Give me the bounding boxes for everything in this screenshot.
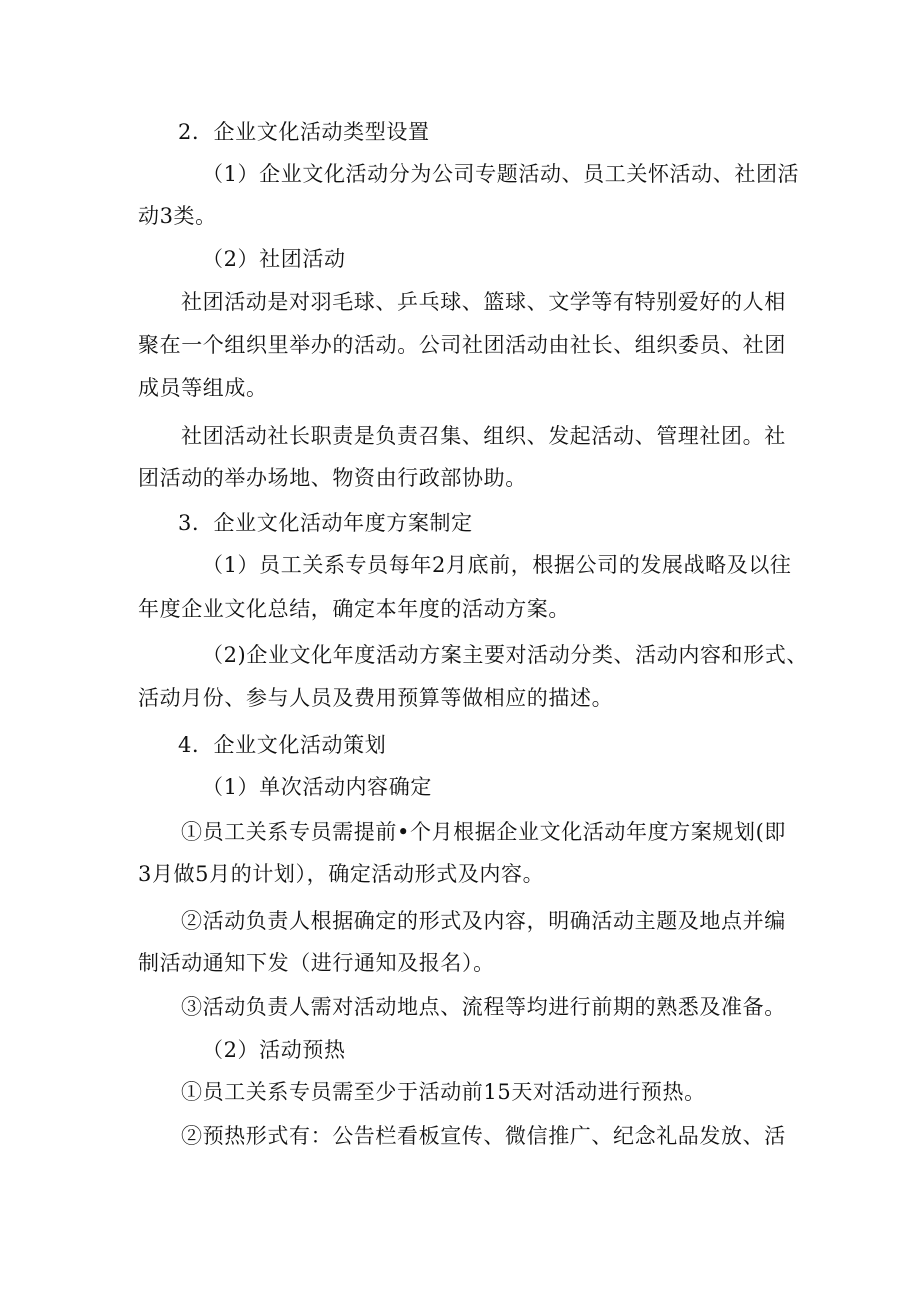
subheading: （2）社团活动 <box>202 247 346 271</box>
paragraph-line: 制活动通知下发（进行通知及报名）。 <box>138 951 495 975</box>
paragraph-line: 社团活动社长职责是负责召集、组织、发起活动、管理社团。社 <box>181 424 786 448</box>
paragraph-line: ①员工关系专员需提前•个月根据企业文化活动年度方案规划(即 <box>181 820 786 844</box>
heading-4: 4．企业文化活动策划 <box>178 733 387 757</box>
paragraph-line: 动3类。 <box>138 204 217 228</box>
paragraph-line: ①员工关系专员需至少于活动前15天对活动进行预热。 <box>181 1080 706 1104</box>
paragraph-line: 聚在一个组织里举办的活动。公司社团活动由社长、组织委员、社团 <box>138 333 786 357</box>
paragraph-line: 团活动的举办场地、物资由行政部协助。 <box>138 466 527 490</box>
heading-2: 2．企业文化活动类型设置 <box>178 120 430 144</box>
paragraph-line: 3月做5月的计划），确定活动形式及内容。 <box>138 862 545 886</box>
paragraph-line: 社团活动是对羽毛球、乒乓球、篮球、文学等有特别爱好的人相 <box>181 290 786 314</box>
paragraph-line: 年度企业文化总结，确定本年度的活动方案。 <box>138 597 570 621</box>
paragraph-line: 活动月份、参与人员及费用预算等做相应的描述。 <box>138 686 614 710</box>
heading-3: 3．企业文化活动年度方案制定 <box>178 511 473 535</box>
paragraph-line: 成员等组成。 <box>138 376 268 400</box>
paragraph-line: ③活动负责人需对活动地点、流程等均进行前期的熟悉及准备。 <box>181 995 786 1019</box>
paragraph-line: （1）员工关系专员每年2月底前，根据公司的发展战略及以往 <box>202 553 792 577</box>
paragraph-line: ②活动负责人根据确定的形式及内容，明确活动主题及地点并编 <box>181 909 786 933</box>
subheading: （1）单次活动内容确定 <box>202 775 432 799</box>
paragraph-line: ②预热形式有：公告栏看板宣传、微信推广、纪念礼品发放、活 <box>181 1124 786 1148</box>
paragraph-line: （2)企业文化年度活动方案主要对活动分类、活动内容和形式、 <box>202 643 808 667</box>
subheading: （2）活动预热 <box>202 1038 346 1062</box>
paragraph-line: （1）企业文化活动分为公司专题活动、员工关怀活动、社团活 <box>202 162 800 186</box>
